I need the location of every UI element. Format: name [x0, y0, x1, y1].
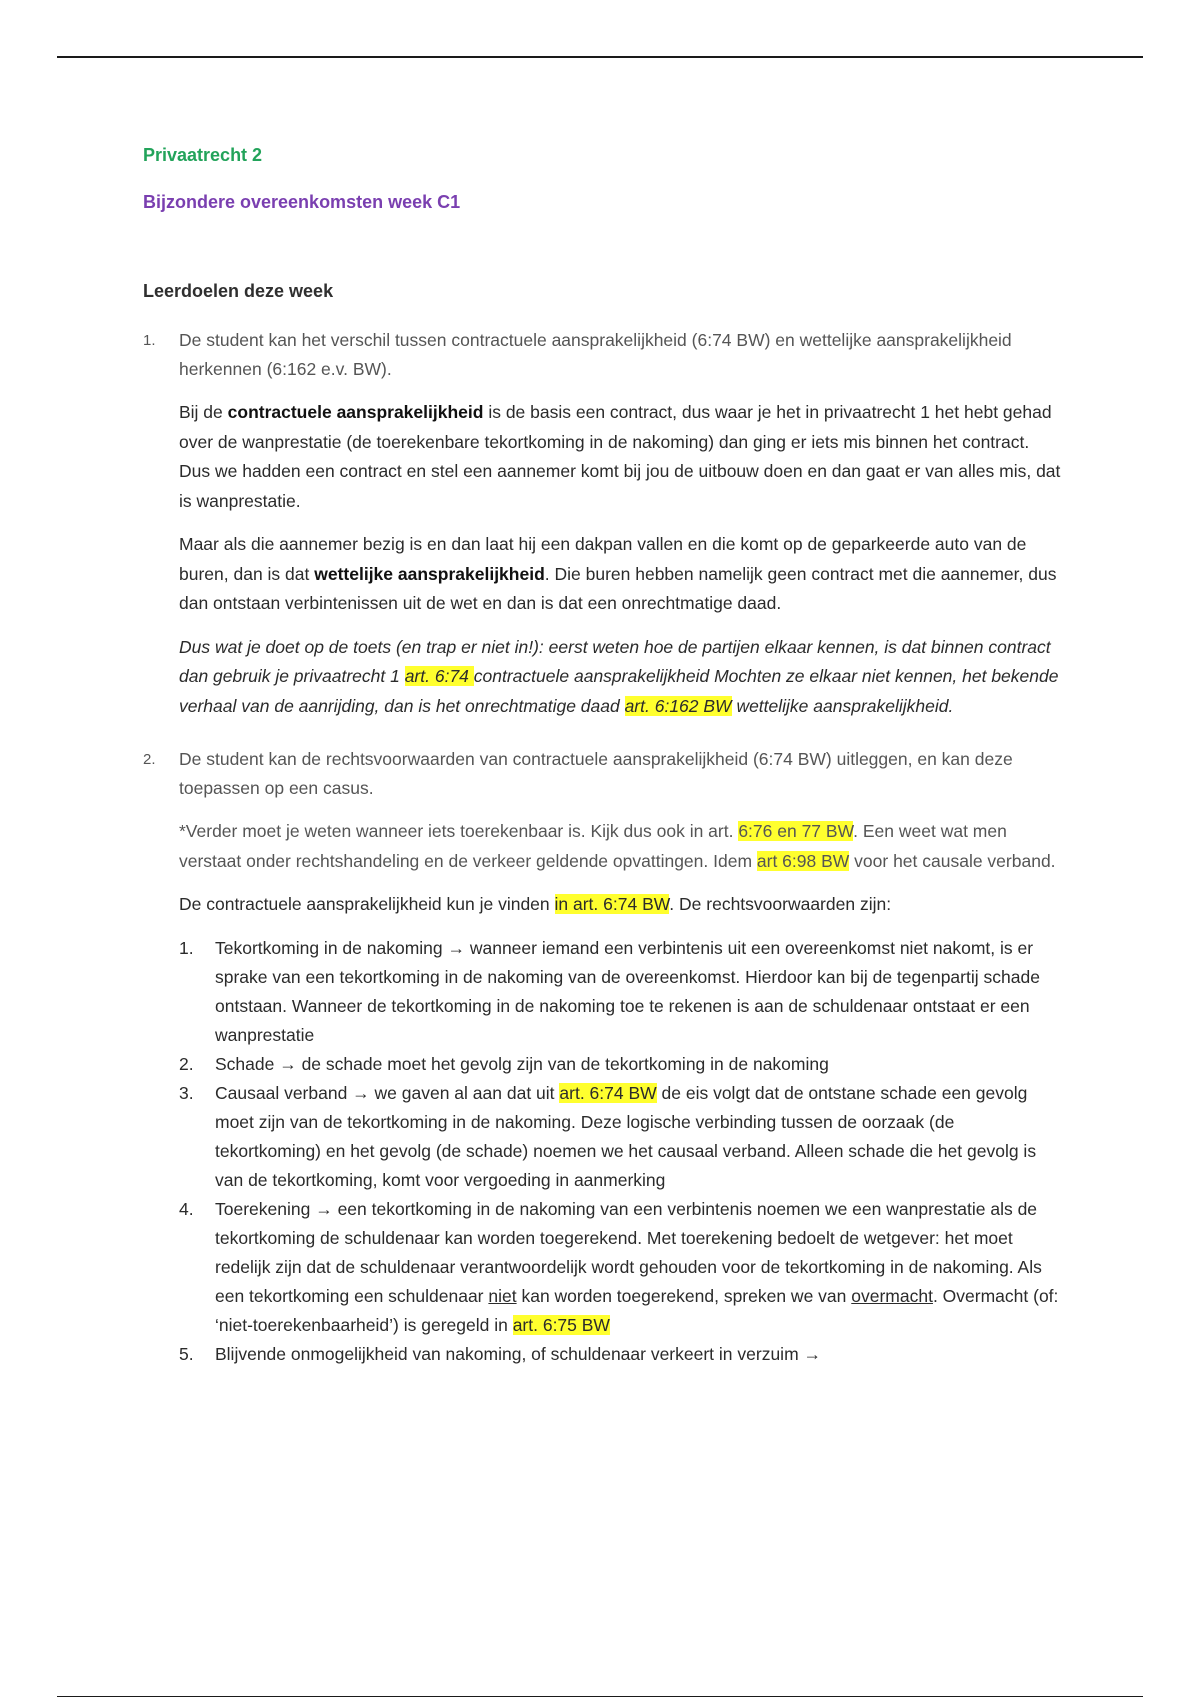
item-number: 3.	[179, 1082, 194, 1103]
item-text	[215, 1195, 1063, 1340]
list-item	[179, 1195, 1063, 1340]
item-number: 4.	[179, 1198, 194, 1219]
highlight-article: 6:76 en 77 BW	[738, 821, 854, 841]
text-run: Maar als die aannemer bezig is en dan laat hij een dakpan vallen en die komt op de geparkeerde auto van de buren, dan is dat	[179, 534, 1027, 584]
goal-number: 2.	[143, 751, 156, 768]
document-page	[143, 145, 1063, 1369]
requirements-list	[179, 934, 1063, 1369]
highlight-article: art. 6:74 BW	[559, 1082, 657, 1103]
highlight-article: art. 6:162 BW	[624, 695, 732, 716]
paragraph-requirements-intro	[179, 890, 1063, 920]
text-run: kan worden toegerekend, spreken we van	[516, 1285, 852, 1306]
item-number: 5.	[179, 1343, 194, 1364]
list-item	[179, 934, 1063, 1050]
item-number: 2.	[179, 1053, 194, 1074]
section-heading: Leerdoelen deze week	[143, 281, 334, 301]
learning-goal-1	[143, 326, 1063, 384]
item-text	[215, 1079, 1063, 1195]
text-run: wettelijke aansprakelijkheid.	[731, 695, 954, 716]
highlight-article: art 6:98 BW	[756, 850, 850, 871]
text-run: Bij de	[179, 402, 228, 422]
text-run: Causaal verband → we gaven al aan dat uit	[215, 1082, 560, 1103]
item-text: Tekortkoming in de nakoming → wanneer iemand een verbintenis uit een overeenkomst niet nakomt, is er sprake van een tekortkoming in de nakoming van de overeenkomst. Hierdoor kan bij de tegenpartij schade ontstaan. Wanneer de tekortkoming in de nakoming toe te rekenen is aan de schuldenaar ontstaat er een wanprestatie	[215, 937, 1040, 1045]
item-text: Blijvende onmogelijkheid van nakoming, of schuldenaar verkeert in verzuim →	[215, 1343, 822, 1364]
learning-goal-2	[143, 745, 1063, 803]
top-rule	[57, 56, 1143, 58]
paragraph-contractual	[179, 398, 1063, 516]
goal-number: 1.	[143, 332, 156, 349]
bold-term: contractuele aansprakelijkheid	[227, 402, 484, 422]
highlight-article: in art. 6:74 BW	[554, 894, 670, 914]
list-item	[179, 1079, 1063, 1195]
paragraph-attribution-note	[179, 817, 1063, 876]
text-run: Toerekening → een tekortkoming in de nakoming van een verbintenis noemen we een wanprestatie als de tekortkoming de schuldenaar kan worden toegerekend. Met toerekening bedoelt de wetgever: het moet redelijk zijn dat de schuldenaar verantwoordelijk wordt gehouden voor de tekortkoming in de nakoming. Als een tekortkoming een schuldenaar	[215, 1198, 1042, 1306]
highlight-article: art. 6:75 BW	[512, 1314, 610, 1335]
text-run: . Overmacht (of: ‘niet-toerekenbaarheid’) is geregeld in	[215, 1285, 1059, 1335]
item-text: Schade → de schade moet het gevolg zijn van de tekortkoming in de nakoming	[215, 1053, 829, 1074]
goal-text: De student kan de rechtsvoorwaarden van contractuele aansprakelijkheid (6:74 BW) uitleggen, en kan deze toepassen op een casus.	[179, 749, 1013, 798]
underlined-term: overmacht	[851, 1285, 933, 1306]
document-subtitle: Bijzondere overeenkomsten week C1	[143, 192, 461, 212]
text-run: voor het causale verband.	[849, 850, 1056, 871]
paragraph-statutory	[179, 530, 1063, 619]
text-run: contractuele aansprakelijkheid Mochten ze elkaar niet kennen, het bekende verhaal van de aanrijding, dan is het onrechtmatige daad	[179, 666, 1059, 716]
text-run: de eis volgt dat de ontstane schade een gevolg moet zijn van de tekortkoming in de nakoming. Deze logische verbinding tussen de oorzaak (de tekortkoming) en het gevolg (de schade) noemen we het causaal verband. Alleen schade die het gevolg is van de tekortkoming, komt voor vergoeding in aanmerking	[215, 1082, 1037, 1190]
goal-text: De student kan het verschil tussen contractuele aansprakelijkheid (6:74 BW) en wettelijke aansprakelijkheid herkennen (6:162 e.v. BW).	[179, 330, 1012, 379]
text-run: *Verder moet je weten wanneer iets toerekenbaar is. Kijk dus ook in art.	[179, 821, 739, 841]
bottom-rule	[57, 1696, 1143, 1697]
text-run: Dus wat je doet op de toets (en trap er niet in!): eerst weten hoe de partijen elkaar kennen, is dat binnen contract dan gebruik je privaatrecht 1	[179, 636, 1051, 686]
text-run: De contractuele aansprakelijkheid kun je vinden	[179, 894, 555, 914]
highlight-article: art. 6:74	[404, 666, 474, 686]
text-run: . De rechtsvoorwaarden zijn:	[669, 894, 892, 914]
list-item	[179, 1340, 1063, 1369]
text-run: . Die buren hebben namelijk geen contract met die aannemer, dus dan ontstaan verbintenissen uit de wet en dan is dat een onrechtmatige daad.	[179, 563, 1057, 613]
text-run: is de basis een contract, dus waar je het in privaatrecht 1 het hebt gehad over de wanprestatie (de toerekenbare tekortkoming in de nakoming) dan ging er iets mis binnen het contract. Dus we hadden een contract en stel een aannemer komt bij jou de uitbouw doen en dan gaat er van alles mis, dat is wanprestatie.	[179, 402, 1061, 511]
list-item	[179, 1050, 1063, 1079]
text-run: . Een weet wat men verstaat onder rechtshandeling en de verkeer geldende opvattingen. Idem	[179, 821, 1007, 871]
paragraph-exam-tip	[179, 633, 1063, 722]
bold-term: wettelijke aansprakelijkheid	[314, 563, 545, 584]
underlined-term: niet	[488, 1285, 517, 1306]
document-title: Privaatrecht 2	[143, 145, 263, 165]
item-number: 1.	[179, 937, 194, 958]
